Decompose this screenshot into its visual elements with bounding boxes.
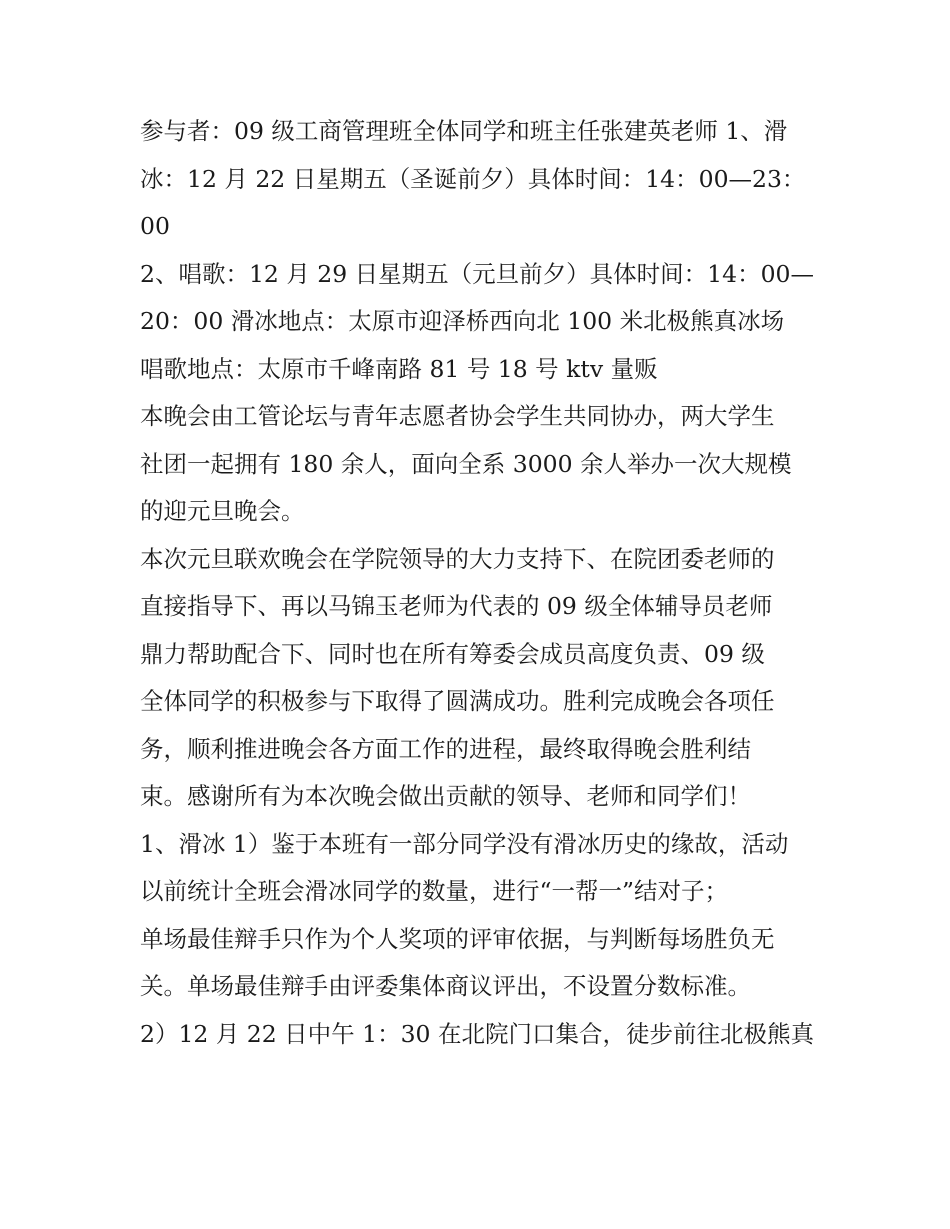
text-line: 务，顺利推进晚会各方面工作的进程，最终取得晚会胜利结	[140, 734, 751, 763]
text-line: 冰：12 月 22 日星期五（圣诞前夕）具体时间：14：00—23：	[140, 164, 806, 193]
text-line: 本晚会由工管论坛与青年志愿者协会学生共同协办，两大学生	[140, 402, 775, 430]
text-line: 2、唱歌：12 月 29 日星期五（元旦前夕）具体时间：14：00—	[140, 259, 814, 288]
text-line: 本次元旦联欢晚会在学院领导的大力支持下、在院团委老师的	[140, 544, 775, 573]
text-line: 全体同学的积极参与下取得了圆满成功。胜利完成晚会各项任	[140, 687, 775, 715]
text-line: 1、滑冰 1）鉴于本班有一部分同学没有滑冰历史的缘故，活动	[140, 829, 789, 858]
text-line: 直接指导下、再以马锦玉老师为代表的 09 级全体辅导员老师	[140, 592, 773, 620]
text-line: 单场最佳辩手只作为个人奖项的评审依据，与判断每场胜负无	[140, 924, 775, 953]
document-body	[140, 108, 812, 1058]
text-line: 20：00 滑冰地点：太原市迎泽桥西向北 100 米北极熊真冰场	[140, 307, 785, 335]
text-line: 的迎元旦晚会。	[140, 497, 305, 525]
text-line: 唱歌地点：太原市千峰南路 81 号 18 号 ktv 量贩	[140, 354, 658, 383]
text-line: 2）12 月 22 日中午 1：30 在北院门口集合，徒步前往北极熊真	[140, 1019, 814, 1048]
text-line: 00	[140, 212, 170, 240]
text-line: 鼎力帮助配合下、同时也在所有筹委会成员高度负责、09 级	[140, 639, 765, 668]
text-line: 以前统计全班会滑冰同学的数量，进行“一帮一”结对子；	[140, 877, 729, 905]
text-line: 关。单场最佳辩手由评委集体商议评出，不设置分数标准。	[140, 972, 751, 1000]
text-line: 束。感谢所有为本次晚会做出贡献的领导、老师和同学们！	[140, 782, 751, 810]
text-line: 参与者：09 级工商管理班全体同学和班主任张建英老师 1、滑	[140, 117, 788, 145]
text-line: 社团一起拥有 180 余人，面向全系 3000 余人举办一次大规模	[140, 449, 792, 478]
